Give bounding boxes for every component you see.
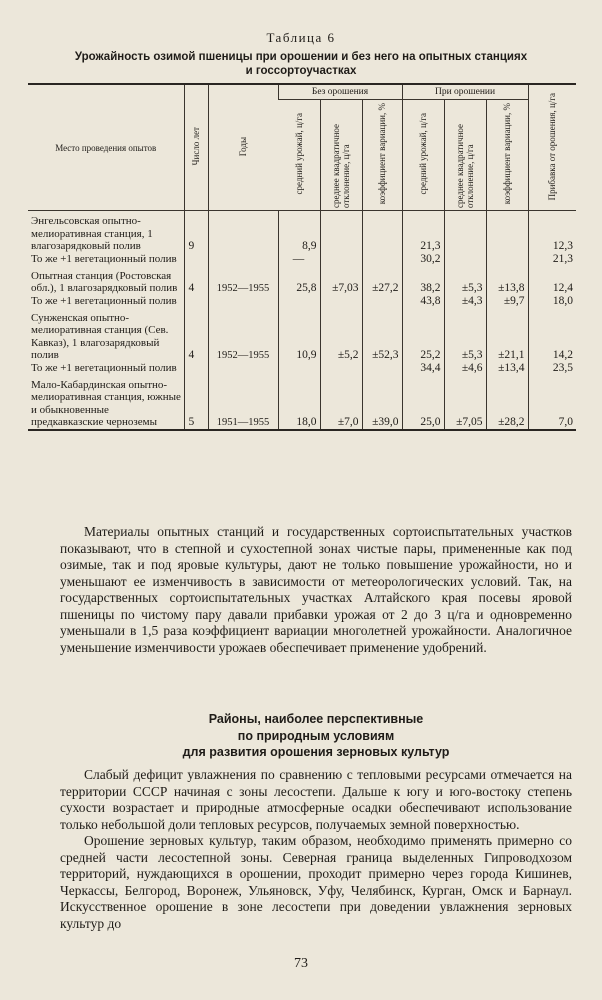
- header-without-irrigation: Без орошения: [278, 84, 402, 100]
- paragraph-deficit: Слабый дефицит увлажнения по сравнению с тепловыми ресурсами отмечается на территории СССР начиная с зоны лесостепи. Дальше к югу и юго-востоку степень сухости возрастает и природные атмосферные осадки обеспечивают использование только небольшой доли тепловых ресурсов, получаемых земной поверхностью.: [60, 767, 572, 832]
- header-variation-without: коэффициент вариации, %: [362, 100, 402, 211]
- table-row: [28, 379, 576, 430]
- header-avg-yield-without: средний урожай, ц/га: [278, 100, 320, 211]
- row-years: [208, 215, 278, 253]
- row-std-dev-with: ±4,6: [444, 362, 486, 375]
- row-increase: 23,5: [528, 362, 576, 375]
- row-years: 1951—1955: [208, 379, 278, 430]
- row-place: То же +1 вегетационный полив: [31, 362, 177, 374]
- table-title-line-1: Урожайность озимой пшеницы при орошении и без него на опытных станциях: [74, 51, 528, 63]
- row-std-dev-with: ±5,3: [444, 312, 486, 362]
- row-years-count: 9: [184, 215, 208, 253]
- row-yield-without: 10,9: [278, 312, 320, 362]
- section-heading-line-1: Районы, наиболее перспективные: [208, 712, 424, 726]
- row-variation-with: ±13,8: [486, 270, 528, 295]
- row-increase: 21,3: [528, 253, 576, 266]
- row-years: 1952—1955: [208, 270, 278, 295]
- row-std-dev-without: ±5,2: [320, 312, 362, 362]
- header-place: Место проведения опытов: [28, 84, 184, 211]
- row-yield-without: 25,8: [278, 270, 320, 295]
- row-place: То же +1 вегетационный полив: [31, 253, 177, 265]
- row-std-dev-without: [320, 253, 362, 266]
- row-std-dev-with: ±4,3: [444, 295, 486, 308]
- table-row: [28, 312, 576, 362]
- row-variation-with: [486, 215, 528, 253]
- row-yield-without: —: [278, 253, 320, 266]
- header-years-count: Число лет: [184, 84, 208, 211]
- row-yield-without: [278, 295, 320, 308]
- row-yield-with: 43,8: [402, 295, 444, 308]
- row-variation-without: [362, 362, 402, 375]
- row-variation-with: ±21,1: [486, 312, 528, 362]
- row-variation-without: [362, 295, 402, 308]
- row-increase: 12,4: [528, 270, 576, 295]
- row-years-count: [184, 362, 208, 375]
- row-years: [208, 253, 278, 266]
- section-heading: [60, 711, 572, 761]
- row-std-dev-with: ±7,05: [444, 379, 486, 430]
- table-row: [28, 253, 576, 266]
- row-variation-with: ±13,4: [486, 362, 528, 375]
- row-place: Мало-Кабардинская опытно-мелиоративная станция, южные и обыкновенные предкавказские черноземы: [28, 379, 184, 430]
- section-heading-line-2: по природным условиям: [237, 728, 395, 743]
- row-years: 1952—1955: [208, 312, 278, 362]
- row-years: [208, 295, 278, 308]
- row-std-dev-without: ±7,03: [320, 270, 362, 295]
- row-increase: 12,3: [528, 215, 576, 253]
- row-std-dev-without: ±7,0: [320, 379, 362, 430]
- table-row: [28, 295, 576, 308]
- row-std-dev-without: [320, 295, 362, 308]
- header-years: Годы: [208, 84, 278, 211]
- header-variation-with: коэффициент вариации, %: [486, 100, 528, 211]
- row-std-dev-without: [320, 362, 362, 375]
- row-variation-without: ±52,3: [362, 312, 402, 362]
- row-yield-with: 25,2: [402, 312, 444, 362]
- row-years: [208, 362, 278, 375]
- table-row: [28, 362, 576, 375]
- row-variation-without: [362, 253, 402, 266]
- row-place: Опытная станция (Ростовская обл.), 1 влагозарядковый полив: [31, 269, 178, 294]
- row-variation-with: [486, 253, 528, 266]
- row-yield-without: 18,0: [278, 379, 320, 430]
- row-increase: 14,2: [528, 312, 576, 362]
- table-title-line-2: и госсортоучастках: [245, 65, 357, 77]
- row-std-dev-with: ±5,3: [444, 270, 486, 295]
- table-row: [28, 215, 576, 253]
- row-place: Энгельсовская опытно-мелиоративная станция, 1 влагозарядковый полив: [31, 215, 153, 252]
- row-variation-without: ±27,2: [362, 270, 402, 295]
- header-avg-yield-with: средний урожай, ц/га: [402, 100, 444, 211]
- row-years-count: 4: [184, 270, 208, 295]
- section-heading-line-3: для развития орошения зерновых культур: [182, 745, 450, 759]
- header-std-dev-without: среднее квадратичное отклонение, ц/га: [320, 100, 362, 211]
- section-body: [60, 767, 572, 932]
- header-std-dev-with: среднее квадратичное отклонение, ц/га: [444, 100, 486, 211]
- row-yield-without: 8,9: [278, 215, 320, 253]
- row-yield-without: [278, 362, 320, 375]
- row-variation-with: ±28,2: [486, 379, 528, 430]
- row-place: Сунженская опытно-мелиоративная станция (Сев. Кавказ), 1 влагозарядковый полив: [31, 311, 169, 361]
- row-yield-with: 34,4: [402, 362, 444, 375]
- row-years-count: 4: [184, 312, 208, 362]
- paragraph-stations: Материалы опытных станций и государственных сортоиспытательных участков показывают, что в степной и сухостепной зонах чистые пары, примененные как под озимые, так и под яровые культуры, дают не только повышение урожайности, но и уменьшают ее изменчивость в зависимости от метеорологических условий. Так, на государственных сортоиспытательных участках Алтайского края посевы яровой пшеницы по чистому пару давали прибавки урожая от 2 до 3 ц/га и одновременно уменьшали в 1,5 раза коэффициент вариации многолетней урожайности. Аналогичное уменьшение изменчивости урожаев обеспечивает применение удобрений.: [60, 524, 572, 655]
- row-increase: 18,0: [528, 295, 576, 308]
- row-yield-with: 38,2: [402, 270, 444, 295]
- row-yield-with: 25,0: [402, 379, 444, 430]
- row-years-count: [184, 295, 208, 308]
- header-increase: Прибавка от орошения, ц/га: [528, 84, 576, 211]
- row-yield-with: 30,2: [402, 253, 444, 266]
- row-variation-without: [362, 215, 402, 253]
- row-std-dev-with: [444, 215, 486, 253]
- row-std-dev-without: [320, 215, 362, 253]
- paragraph-irrigation: Орошение зерновых культур, таким образом, необходимо применять примерно со средней части лесостепной зоны. Северная граница выделенных Гипроводхозом территорий, нуждающихся в орошении, проходит примерно через города Кишинев, Черкассы, Белгород, Воронеж, Ульяновск, Уфу, Челябинск, Курган, Омск и Барнаул. Искусственное орошение в зоне лесостепи при доведении увлажнения зерновых культур до: [60, 833, 572, 931]
- header-with-irrigation: При орошении: [402, 84, 528, 100]
- row-std-dev-with: [444, 253, 486, 266]
- page-number: 73: [294, 956, 308, 971]
- yield-table: [28, 83, 576, 431]
- row-increase: 7,0: [528, 379, 576, 430]
- row-variation-without: ±39,0: [362, 379, 402, 430]
- row-place: То же +1 вегетационный полив: [31, 295, 177, 307]
- row-variation-with: ±9,7: [486, 295, 528, 308]
- row-years-count: [184, 253, 208, 266]
- table-label: Таблица 6: [266, 30, 336, 45]
- row-yield-with: 21,3: [402, 215, 444, 253]
- table-title: [40, 50, 562, 78]
- row-years-count: 5: [184, 379, 208, 430]
- table-row: [28, 270, 576, 295]
